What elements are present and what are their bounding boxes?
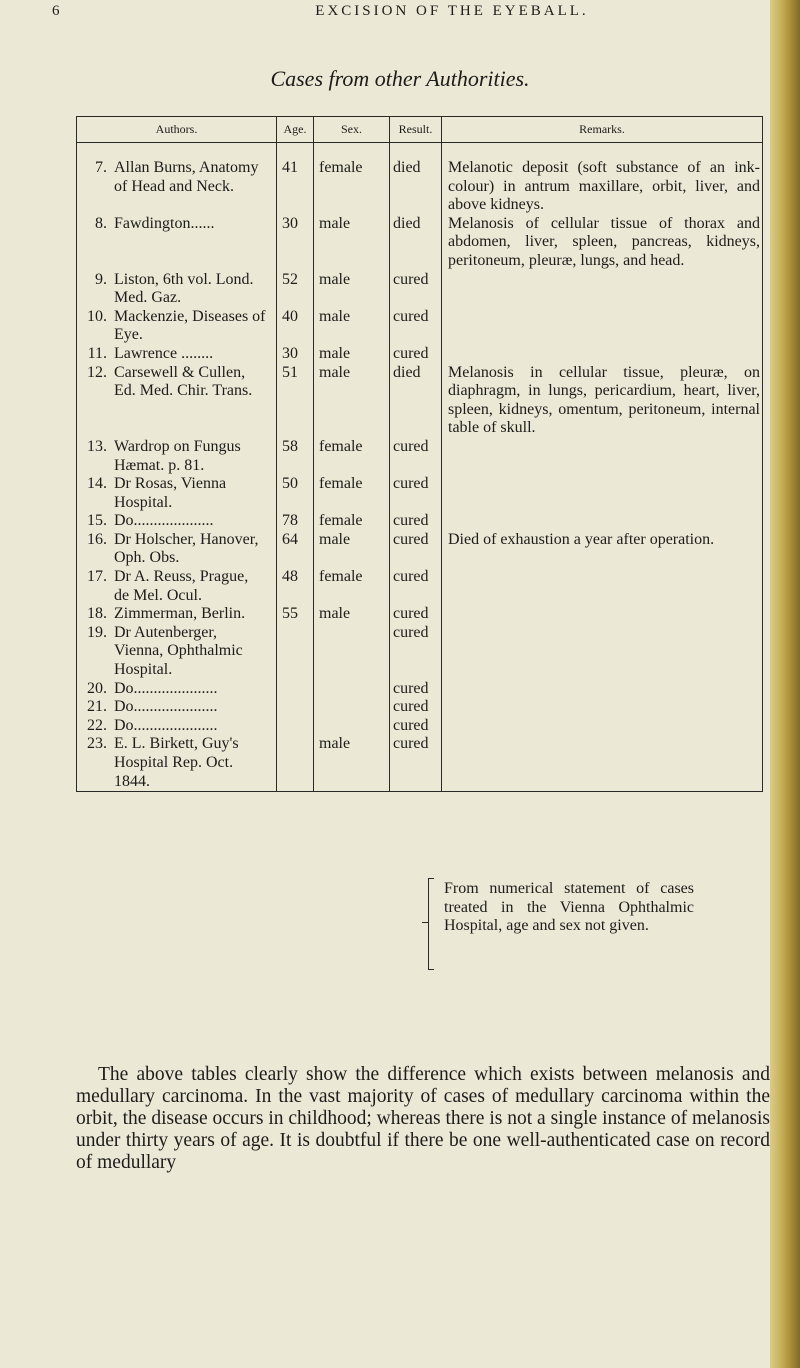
sex-cell: male	[314, 215, 390, 271]
result-cell: died	[390, 215, 442, 271]
author-cell	[77, 624, 277, 680]
table-row	[77, 605, 763, 624]
page-title: Cases from other Authorities.	[270, 66, 530, 91]
table-body	[77, 143, 763, 792]
age-cell	[277, 680, 314, 699]
author-name: Do.....................	[114, 716, 218, 734]
author-cell	[77, 512, 277, 531]
author-cell	[77, 717, 277, 736]
result-cell: cured	[390, 475, 442, 512]
author-name: Dr Rosas, Vienna Hospital.	[114, 475, 227, 511]
author-cell	[77, 475, 277, 512]
body-paragraph: The above tables clearly show the difference which exists between melanosis and medullary carcinoma. In the vast majority of cases of medullary carcinoma within the orbit, the disease occurs in childhood; whereas there is not a single instance of melanosis under thirty years of age. It is doubtful if there be one well-authenticated case on record of medullary	[76, 1064, 770, 1173]
author-name: Mackenzie, Diseases of Eye.	[114, 307, 266, 344]
remarks-cell	[442, 512, 763, 531]
age-cell: 50	[277, 475, 314, 512]
author-cell	[77, 143, 277, 215]
remarks-cell	[442, 568, 763, 605]
table-row	[77, 531, 763, 568]
case-number: 10.	[87, 307, 107, 325]
author-cell	[77, 735, 277, 791]
column-header-age: Age.	[277, 117, 314, 143]
result-cell: cured	[390, 531, 442, 568]
result-cell: cured	[390, 717, 442, 736]
case-number: 15.	[87, 512, 107, 530]
remarks-cell	[442, 735, 763, 791]
table-row	[77, 143, 763, 215]
result-cell: died	[390, 364, 442, 438]
table-row	[77, 364, 763, 438]
column-header-sex: Sex.	[314, 117, 390, 143]
remarks-cell	[442, 271, 763, 308]
table-row	[77, 475, 763, 512]
column-header-result: Result.	[390, 117, 442, 143]
age-cell: 58	[277, 438, 314, 475]
running-head: EXCISION OF THE EYEBALL.	[315, 3, 589, 19]
author-cell	[77, 345, 277, 364]
age-cell: 52	[277, 271, 314, 308]
age-cell	[277, 717, 314, 736]
author-name: Fawdington......	[114, 214, 215, 232]
sex-cell	[314, 624, 390, 680]
age-cell	[277, 735, 314, 791]
author-name: Carsewell & Cullen, Ed. Med. Chir. Trans.	[114, 363, 253, 400]
author-name: Dr Holscher, Hanover, Oph. Obs.	[114, 530, 259, 567]
author-cell	[77, 698, 277, 717]
remarks-cell	[442, 308, 763, 345]
bracket	[428, 878, 440, 970]
case-number: 22.	[87, 716, 107, 734]
age-cell: 41	[277, 143, 314, 215]
table-header-row	[77, 117, 763, 143]
author-name: Lawrence ........	[114, 344, 214, 362]
age-cell	[277, 624, 314, 680]
sex-cell: male	[314, 364, 390, 438]
age-cell: 30	[277, 215, 314, 271]
remarks-cell	[442, 345, 763, 364]
column-header-remarks: Remarks.	[442, 117, 763, 143]
cases-table	[76, 116, 763, 792]
column-header-authors: Authors.	[77, 117, 277, 143]
author-name: Zimmerman, Berlin.	[114, 605, 246, 623]
sex-cell	[314, 680, 390, 699]
sex-cell: female	[314, 512, 390, 531]
remarks-cell: Melanosis of cellular tissue of thorax and abdomen, liver, spleen, pancreas, kidneys, peritoneum, pleuræ, lungs, and head.	[442, 215, 763, 271]
author-cell	[77, 308, 277, 345]
case-number: 19.	[87, 623, 107, 641]
author-cell	[77, 215, 277, 271]
result-cell: cured	[390, 735, 442, 791]
sex-cell: male	[314, 735, 390, 791]
author-name: Do.....................	[114, 698, 218, 716]
table-row	[77, 438, 763, 475]
remarks-cell	[442, 605, 763, 624]
result-cell: cured	[390, 605, 442, 624]
case-number: 13.	[87, 437, 107, 455]
result-cell: died	[390, 143, 442, 215]
author-cell	[77, 271, 277, 308]
result-cell: cured	[390, 568, 442, 605]
author-cell	[77, 438, 277, 475]
case-number: 9.	[95, 270, 107, 288]
sex-cell: male	[314, 271, 390, 308]
sex-cell: male	[314, 605, 390, 624]
age-cell: 55	[277, 605, 314, 624]
author-cell	[77, 531, 277, 568]
author-name: Do....................	[114, 512, 214, 530]
author-cell	[77, 568, 277, 605]
author-name: Allan Burns, Anatomy of Head and Neck.	[114, 159, 259, 195]
author-cell	[77, 680, 277, 699]
sex-cell: male	[314, 345, 390, 364]
table-row	[77, 717, 763, 736]
page-number: 6	[52, 3, 62, 19]
table-row	[77, 308, 763, 345]
running-header	[52, 3, 752, 25]
remarks-cell	[442, 680, 763, 699]
remarks-cell	[442, 438, 763, 475]
result-cell: cured	[390, 624, 442, 680]
age-cell: 40	[277, 308, 314, 345]
case-number: 20.	[87, 679, 107, 697]
sex-cell: male	[314, 531, 390, 568]
result-cell: cured	[390, 345, 442, 364]
result-cell: cured	[390, 698, 442, 717]
remarks-cell	[442, 475, 763, 512]
sex-cell	[314, 698, 390, 717]
remarks-cell	[442, 624, 763, 680]
remarks-cell: Melanosis in cellular tissue, pleuræ, on diaphragm, in lungs, pericardium, heart, liver, spleen, kidneys, omentum, peritoneum, internal table of skull.	[442, 364, 763, 438]
table-row	[77, 698, 763, 717]
case-number: 7.	[95, 159, 107, 176]
sex-cell	[314, 717, 390, 736]
age-cell: 30	[277, 345, 314, 364]
age-cell: 48	[277, 568, 314, 605]
age-cell: 51	[277, 364, 314, 438]
result-cell: cured	[390, 308, 442, 345]
table-row	[77, 215, 763, 271]
author-name: E. L. Birkett, Guy's Hospital Rep. Oct. 1844.	[114, 735, 239, 790]
author-name: Dr A. Reuss, Prague, de Mel. Ocul.	[114, 568, 249, 604]
table-row	[77, 735, 763, 791]
case-number: 18.	[87, 605, 107, 623]
case-number: 17.	[87, 568, 107, 586]
result-cell: cured	[390, 271, 442, 308]
author-cell	[77, 605, 277, 624]
sex-cell: male	[314, 308, 390, 345]
age-cell: 64	[277, 531, 314, 568]
case-number: 11.	[87, 344, 107, 362]
bracket-note: From numerical statement of cases treated in the Vienna Ophthalmic Hospital, age and sex not given.	[444, 880, 694, 935]
case-number: 12.	[87, 363, 107, 381]
remarks-cell: Melanotic deposit (soft substance of an ink-colour) in antrum maxillare, orbit, liver, and above kidneys.	[442, 143, 763, 215]
table-row	[77, 512, 763, 531]
sex-cell: female	[314, 568, 390, 605]
table-row	[77, 624, 763, 680]
page-edge	[770, 0, 800, 1368]
table-row	[77, 568, 763, 605]
case-number: 8.	[95, 214, 107, 232]
case-number: 16.	[87, 530, 107, 548]
table-row	[77, 271, 763, 308]
author-name: Liston, 6th vol. Lond. Med. Gaz.	[114, 270, 254, 307]
case-number: 23.	[87, 735, 107, 753]
remarks-cell	[442, 698, 763, 717]
case-number: 21.	[87, 698, 107, 716]
age-cell: 78	[277, 512, 314, 531]
result-cell: cured	[390, 680, 442, 699]
result-cell: cured	[390, 438, 442, 475]
case-number: 14.	[87, 475, 107, 493]
table-row	[77, 680, 763, 699]
sex-cell: female	[314, 143, 390, 215]
table-row	[77, 345, 763, 364]
result-cell: cured	[390, 512, 442, 531]
sex-cell: female	[314, 438, 390, 475]
author-name: Dr Autenberger, Vienna, Ophthalmic Hospital.	[114, 623, 243, 679]
author-name: Wardrop on Fungus Hæmat. p. 81.	[114, 437, 241, 474]
age-cell	[277, 698, 314, 717]
remarks-cell: Died of exhaustion a year after operation.	[442, 531, 763, 568]
sex-cell: female	[314, 475, 390, 512]
author-name: Do.....................	[114, 679, 218, 697]
remarks-cell	[442, 717, 763, 736]
author-cell	[77, 364, 277, 438]
